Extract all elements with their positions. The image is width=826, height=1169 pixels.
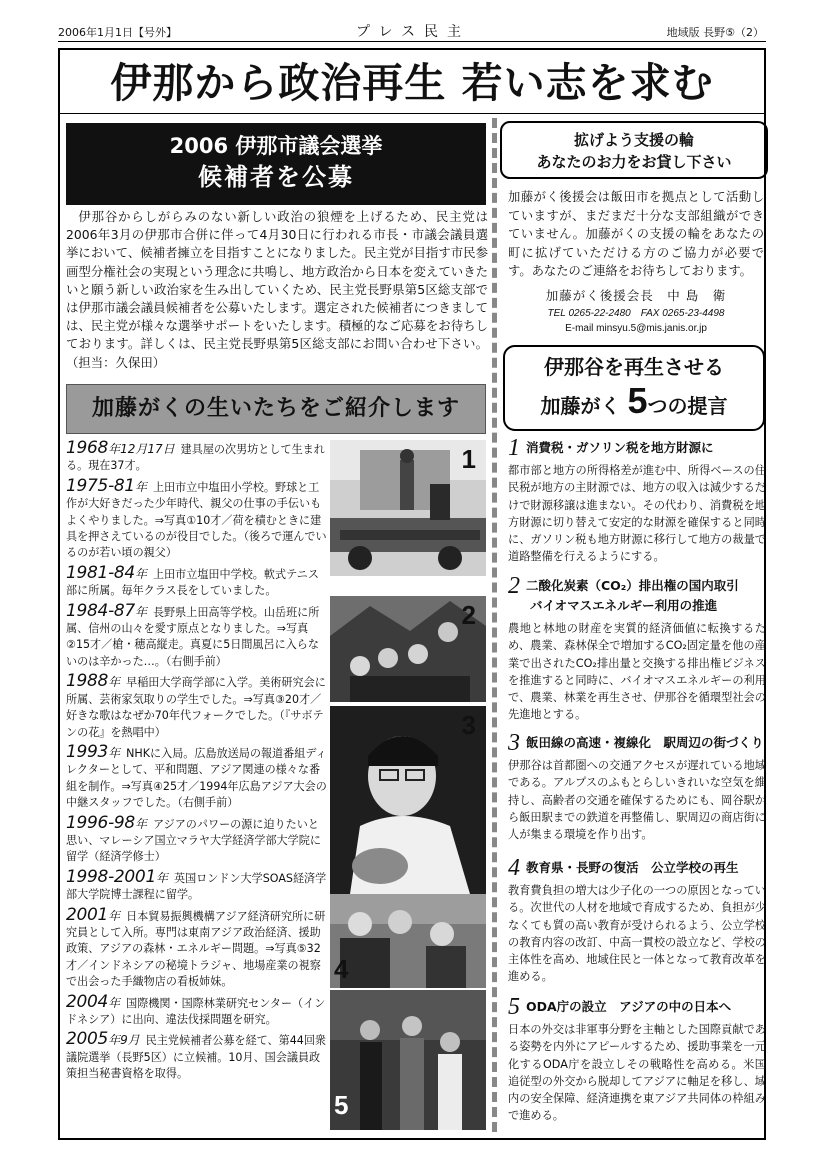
timeline-item bbox=[66, 991, 328, 1029]
timeline-item bbox=[66, 812, 328, 866]
support-headline-box bbox=[500, 121, 768, 179]
photo-5-image bbox=[330, 990, 486, 1130]
proposal-heading bbox=[508, 730, 766, 756]
proposal-body: 都市部と地方の所得格差が進む中、所得ベースの住民税が地方の主財源では、地方の収入は減少するだけで財源移譲は進まない。その代わり、消費税を地方財源に切り替えて安定的な財源を確保すると同時に、ガソリン税も地方財源に移行して地方の裁量で道路整備を行えるようにする。 bbox=[508, 464, 766, 564]
timeline-text: 国際機関・国際林業研究センター（インドネシア）に出向、違法伐採問題を研究。 bbox=[66, 996, 326, 1026]
proposal-title: ODA庁の設立 アジアの中の日本へ bbox=[526, 999, 732, 1014]
timeline-year: 1981-84 bbox=[66, 562, 135, 583]
photo-4-tv-crew bbox=[330, 894, 486, 988]
timeline-year-unit: 年 bbox=[108, 675, 121, 690]
photo-4-number: 4 bbox=[334, 954, 349, 984]
timeline-year-unit: 年 bbox=[134, 566, 147, 581]
timeline-text: 建具屋の次男坊として生まれる。現在37才。 bbox=[66, 443, 325, 473]
support-title-line1: 拡げよう支援の輪 bbox=[573, 131, 694, 149]
issue-date: 2006年1月1日【号外】 bbox=[58, 26, 177, 39]
column-separator bbox=[492, 118, 497, 1132]
timeline-year-unit: 年12月17日 bbox=[108, 442, 175, 456]
photo-4-image bbox=[330, 894, 486, 988]
proposals-headline-box bbox=[503, 345, 765, 431]
header-rule bbox=[58, 41, 766, 42]
timeline-item bbox=[66, 1031, 328, 1082]
proposal-number: 1 bbox=[508, 435, 520, 461]
photo-3-guitar-singer bbox=[330, 706, 486, 894]
proposal-number: 3 bbox=[508, 730, 520, 756]
timeline-year: 2005 bbox=[66, 1029, 109, 1050]
timeline-text: 日本貿易振興機構アジア経済研究所に研究員として入所。専門は東南アジア政治経済、援助政策、アジアの森林・エネルギー問題。⇒写真⑤32才／インドネシアの秘境トラジャ、地場産業の視察で出会った手織物店の看板姉妹。 bbox=[66, 909, 326, 989]
proposal-body: 教育費負担の増大は少子化の一つの原因となっている。次世代の人材を地域で育成するため、負担が少なくても質の高い教育が受けられるよう、公立学校の教育内容の改訂、中高一貫校の設立など、学校の主体性を高め、地域住民と一体となって教育改革を進める。 bbox=[508, 884, 766, 984]
timeline-year-unit: 年 bbox=[108, 908, 121, 923]
support-title-line2: あなたのお力をお貸し下さい bbox=[536, 153, 732, 171]
timeline-year: 2001 bbox=[66, 904, 109, 925]
proposal-heading bbox=[508, 573, 766, 599]
recruit-headline-box bbox=[66, 123, 486, 205]
timeline-item bbox=[66, 741, 328, 812]
title-rule bbox=[60, 113, 764, 114]
timeline-year: 1984-87 bbox=[66, 600, 135, 621]
proposal-4 bbox=[508, 855, 766, 986]
proposal-heading bbox=[508, 435, 766, 461]
newspaper-name: プレス民主 bbox=[356, 24, 471, 40]
proposal-body: 伊那谷は首都圏への交通アクセスが遅れている地域である。アルプスのふもとらしいきれいな空気を維持し、高齢者の交通を確保するためにも、岡谷駅から飯田駅までの鉄道を再整備し、駅周辺の商店街に人が集まる環境を作り出す。 bbox=[508, 759, 766, 842]
proposal-title: 飯田線の高速・複線化 駅周辺の街づくり bbox=[526, 735, 764, 750]
timeline-year-unit: 年 bbox=[108, 995, 121, 1010]
biography-timeline bbox=[66, 440, 328, 1086]
proposal-title: 消費税・ガソリン税を地方財源に bbox=[526, 440, 714, 455]
timeline-year-unit: 年 bbox=[134, 479, 147, 494]
timeline-year-unit: 年 bbox=[108, 745, 121, 760]
timeline-item bbox=[66, 600, 328, 671]
proposal-number: 4 bbox=[508, 855, 520, 881]
recruit-headline-line2: 候補者を公募 bbox=[198, 163, 354, 191]
support-email[interactable]: E-mail minsyu.5@mis.janis.or.jp bbox=[565, 323, 707, 334]
photo-1-number: 1 bbox=[461, 444, 476, 474]
proposals-title-name: 加藤がく bbox=[540, 394, 621, 418]
timeline-text: NHKに入局。広島放送局の報道番組ディレクターとして、平和問題、アジア関連の様々な番組を制作。⇒写真④25才／1994年広島アジア大会の中継スタッフでした。（右側手前） bbox=[66, 746, 327, 810]
photo-1-truck-boy bbox=[330, 440, 486, 576]
photo-5-weaving-sisters bbox=[330, 990, 486, 1130]
timeline-text: 上田市立塩田中学校。軟式テニス部に所属。毎年クラス長をしていました。 bbox=[66, 567, 319, 598]
timeline-year-unit: 年 bbox=[155, 870, 168, 885]
proposal-1 bbox=[508, 435, 766, 566]
proposal-3 bbox=[508, 730, 766, 843]
timeline-year: 1988 bbox=[66, 671, 109, 692]
support-body-text: 加藤がく後援会は飯田市を拠点として活動していますが、まだまだ十分な支部組織ができていません。加藤がくの支援の輪をあなたの町に拡げていただける方のご協力が必要です。あなたのご連絡をお待ちしております。 bbox=[508, 190, 764, 279]
proposals-title-line2 bbox=[505, 380, 763, 427]
proposal-heading bbox=[508, 855, 766, 881]
timeline-text: 英国ロンドン大学SOAS経済学部大学院博士課程に留学。 bbox=[66, 871, 327, 902]
timeline-item bbox=[66, 866, 328, 904]
edition-label: 地域版 長野⑤（2） bbox=[666, 26, 764, 39]
photo-2-mountain-group bbox=[330, 596, 486, 702]
recruit-body-text: 伊那谷からしがらみのない新しい政治の狼煙を上げるため、民主党は2006年3月の伊那市合併に伴って4月30日に行われる市長・市議会議員選挙において、候補者擁立を目指すことになりました。民主党が目指す市民参画型分権社会の実現という理念に共鳴し、地方政治から日本を変えていきたいと願う新しい政治家を生み出していくため、民主党長野県第5区総支部では伊那市議会議員候補者を公募いたします。選定された候補者につきましては、民主党が様々な選挙サポートをいたします。積極的なご応募をお待ちしております。詳しくは、民主党長野県第5区総支部にお問い合わせ下さい。（担当：久保田） bbox=[66, 209, 488, 370]
main-headline: 伊那から政治再生 若い志を求む bbox=[110, 59, 714, 107]
photo-5-number: 5 bbox=[334, 1090, 349, 1120]
timeline-item bbox=[66, 475, 328, 562]
timeline-text: 民主党候補者公募を経て、第44回衆議院選挙（長野5区）に立候補。10月、国会議員政策担当秘書資格を取得。 bbox=[66, 1034, 327, 1081]
proposals-title-count: 5 bbox=[627, 380, 648, 421]
timeline-year-unit: 年 bbox=[134, 604, 147, 619]
proposal-number: 2 bbox=[508, 573, 520, 599]
timeline-text: 上田市立中塩田小学校。野球と工作が大好きだった少年時代、親父の仕事の手伝いもよくやりました。⇒写真①10才／荷を積むときに建具を押さえているのが役目でした。（後ろで運んでいるのが若い頃の親父） bbox=[66, 480, 327, 560]
proposal-body: 日本の外交は非軍事分野を主軸とした国際貢献である姿勢を内外にアピールするため、援助事業を一元化するODA庁を設立しその戦略性を高める。米国追従型の外交から脱却してアジアに軸足を移し、域内の安全保障、経済連携を東アジア共同体の枠組みで進める。 bbox=[508, 1023, 766, 1123]
timeline-item bbox=[66, 440, 328, 475]
timeline-item bbox=[66, 904, 328, 991]
photo-3-number: 3 bbox=[461, 710, 476, 740]
timeline-year: 1998-2001 bbox=[66, 866, 156, 887]
proposal-title: 教育県・長野の復活 公立学校の再生 bbox=[526, 860, 739, 875]
timeline-year-unit: 年 bbox=[134, 816, 147, 831]
timeline-text: 早稲田大学商学部に入学。美術研究会に所属、芸術家気取りの学生でした。⇒写真③20才／好きな歌はなぜか70年代フォークでした。（『サボテンの花』を熱唱中） bbox=[66, 676, 326, 739]
proposals-title-line1: 伊那谷を再生させる bbox=[544, 355, 724, 379]
timeline-text: アジアのパワーの源に迫りたいと思い、マレーシア国立マラヤ大学経済学部大学院に留学（経済学修士） bbox=[66, 817, 321, 864]
photo-2-number: 2 bbox=[461, 600, 476, 630]
timeline-year: 1968 bbox=[66, 438, 109, 458]
timeline-text: 長野県上田高等学校。山岳班に所属、信州の山々を愛す原点となりました。⇒写真②15才／槍・穂高縦走。真夏に5日間風呂に入らないのは辛かった…。（右側手前） bbox=[66, 605, 320, 668]
proposal-heading bbox=[508, 994, 766, 1020]
timeline-year: 1975-81 bbox=[66, 475, 135, 496]
timeline-year: 1993 bbox=[66, 741, 109, 762]
proposal-2 bbox=[508, 573, 766, 724]
timeline-year: 1996-98 bbox=[66, 812, 135, 833]
timeline-item bbox=[66, 673, 328, 741]
timeline-year: 2004 bbox=[66, 991, 109, 1012]
proposal-subtitle: バイオマスエネルギー利用の推進 bbox=[530, 598, 718, 613]
timeline-item bbox=[66, 562, 328, 600]
recruit-headline-line1: 2006 伊那市議会選挙 bbox=[169, 134, 383, 158]
support-phone-fax: TEL 0265-22-2480 FAX 0265-23-4498 bbox=[547, 308, 725, 319]
timeline-year-unit: 年9月 bbox=[108, 1033, 140, 1048]
proposal-title: 二酸化炭素（CO₂）排出権の国内取引 bbox=[526, 578, 739, 593]
proposal-body: 農地と林地の財産を実質的経済価値に転換するため、農業、森林保全で増加するCO₂固定量を他の産業で出されたCO₂排出量と交換する排出権ビジネスを推進すると同時に、バイオマスエネルギーの利用で、農業、林業を再生させ、伊那谷を循環型社会の先進地とする。 bbox=[508, 622, 766, 722]
profile-banner bbox=[66, 384, 486, 434]
support-signature: 加藤がく後援会長 中 島 衛 bbox=[545, 288, 727, 303]
profile-banner-text: 加藤がくの生いたちをご紹介します bbox=[91, 396, 460, 421]
proposal-number: 5 bbox=[508, 994, 520, 1020]
proposal-5 bbox=[508, 994, 766, 1125]
proposals-title-suffix: つの提言 bbox=[647, 394, 728, 418]
support-contact bbox=[508, 306, 764, 336]
